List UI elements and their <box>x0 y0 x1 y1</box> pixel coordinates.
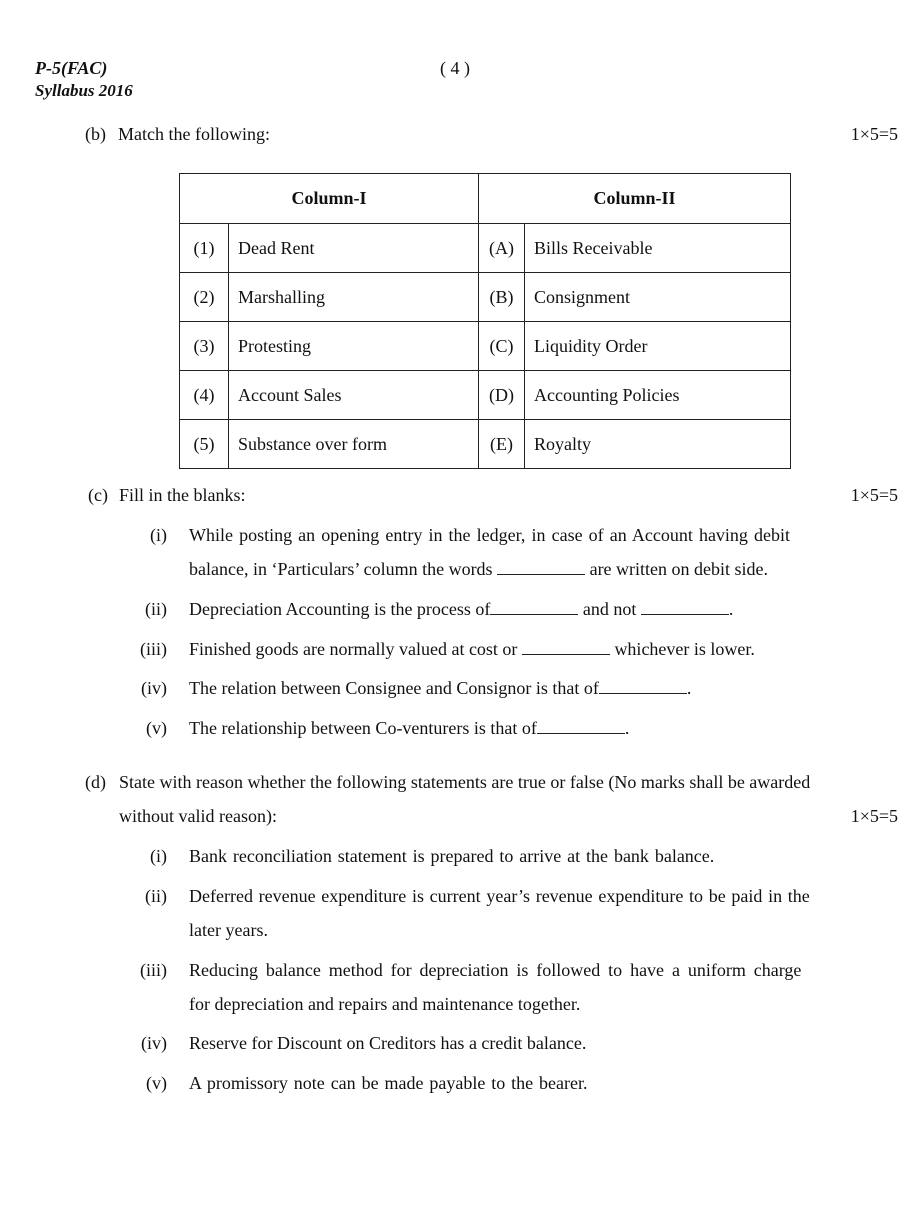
answer-blank <box>641 600 729 615</box>
section-b-label: (b) <box>85 124 106 144</box>
section-b-title: Match the following: <box>118 124 270 144</box>
statement-1: Bank reconciliation statement is prepared to arrive at the bank balance. <box>189 846 715 866</box>
item-number: (v) <box>146 718 167 738</box>
row-number: (1) <box>180 224 229 273</box>
page-number: ( 4 ) <box>440 58 470 78</box>
syllabus-year: Syllabus 2016 <box>35 81 133 100</box>
item-number: (ii) <box>145 599 167 619</box>
row-number: (4) <box>180 371 229 420</box>
item-number: (v) <box>146 1073 167 1093</box>
column-2-item: Liquidity Order <box>525 322 791 371</box>
column-1-item: Marshalling <box>229 273 479 322</box>
text-before-blank: Depreciation Accounting is the process of <box>189 599 491 619</box>
item-number: (ii) <box>145 886 167 906</box>
column-1-item: Protesting <box>229 322 479 371</box>
section-c-label: (c) <box>88 485 108 505</box>
section-c-title: Fill in the blanks: <box>119 485 246 505</box>
text-after-blank: are written on debit side. <box>589 559 769 579</box>
column-1-item: Dead Rent <box>229 224 479 273</box>
text-after-blank: whichever is lower. <box>614 639 755 659</box>
text-before-blank: The relationship between Co-venturers is that of <box>189 718 537 738</box>
table-row <box>180 273 791 322</box>
answer-blank <box>522 640 610 655</box>
column-2-item: Accounting Policies <box>525 371 791 420</box>
text-before-blank: balance, in ‘Particulars’ column the words <box>189 559 493 579</box>
statement-3-line-2: for depreciation and repairs and maintenance together. <box>189 994 581 1014</box>
table-row <box>180 224 791 273</box>
text-after-blank: . <box>728 599 734 619</box>
item-number: (iii) <box>140 960 167 980</box>
statement-2-line-2: later years. <box>189 920 268 940</box>
answer-blank <box>497 560 585 575</box>
text-before-blank: The relation between Consignee and Consignor is that of <box>189 678 599 698</box>
section-d-label: (d) <box>85 772 106 792</box>
column-2-item: Royalty <box>525 420 791 469</box>
row-letter: (D) <box>479 371 525 420</box>
table-row <box>180 371 791 420</box>
paper-code: P-5(FAC) <box>35 58 108 78</box>
item-number: (i) <box>150 846 167 866</box>
item-number: (iv) <box>141 678 167 698</box>
row-number: (2) <box>180 273 229 322</box>
statement-5: A promissory note can be made payable to the bearer. <box>189 1073 588 1093</box>
answer-blank <box>599 679 687 694</box>
statement-4: Reserve for Discount on Creditors has a credit balance. <box>189 1033 587 1053</box>
statement-3-line-1: Reducing balance method for depreciation is followed to have a uniform charge <box>189 960 802 980</box>
section-d-marks: 1×5=5 <box>850 806 898 826</box>
match-table <box>179 173 791 469</box>
item-number: (i) <box>150 525 167 545</box>
fill-blank-item-1-line-1: While posting an opening entry in the ledger, in case of an Account having debit <box>189 525 791 545</box>
text-between-blanks: and not <box>582 599 637 619</box>
item-number: (iii) <box>140 639 167 659</box>
text-after-blank: . <box>624 718 630 738</box>
text-before-blank: Finished goods are normally valued at cost or <box>189 639 518 659</box>
text-after-blank: . <box>686 678 692 698</box>
section-b-marks: 1×5=5 <box>850 124 898 144</box>
row-letter: (E) <box>479 420 525 469</box>
column-1-header: Column-I <box>180 174 479 224</box>
column-2-item: Bills Receivable <box>525 224 791 273</box>
row-letter: (A) <box>479 224 525 273</box>
row-letter: (B) <box>479 273 525 322</box>
row-letter: (C) <box>479 322 525 371</box>
row-number: (3) <box>180 322 229 371</box>
column-2-header: Column-II <box>479 174 791 224</box>
section-d-instruction-line-1: State with reason whether the following statements are true or false (No marks shall be awarded <box>119 772 811 792</box>
row-number: (5) <box>180 420 229 469</box>
statement-2-line-1: Deferred revenue expenditure is current year’s revenue expenditure to be paid in the <box>189 886 810 906</box>
fill-blank-item-5 <box>189 718 629 739</box>
column-1-item: Substance over form <box>229 420 479 469</box>
column-1-item: Account Sales <box>229 371 479 420</box>
answer-blank <box>490 600 578 615</box>
fill-blank-item-1-line-2 <box>189 559 768 580</box>
fill-blank-item-2 <box>189 599 733 620</box>
item-number: (iv) <box>141 1033 167 1053</box>
column-2-item: Consignment <box>525 273 791 322</box>
answer-blank <box>537 719 625 734</box>
fill-blank-item-4 <box>189 678 691 699</box>
section-d-instruction-line-2: without valid reason): <box>119 806 277 826</box>
section-c-marks: 1×5=5 <box>850 485 898 505</box>
match-table-header <box>180 174 791 224</box>
table-row <box>180 420 791 469</box>
table-row <box>180 322 791 371</box>
fill-blank-item-3 <box>189 639 755 660</box>
